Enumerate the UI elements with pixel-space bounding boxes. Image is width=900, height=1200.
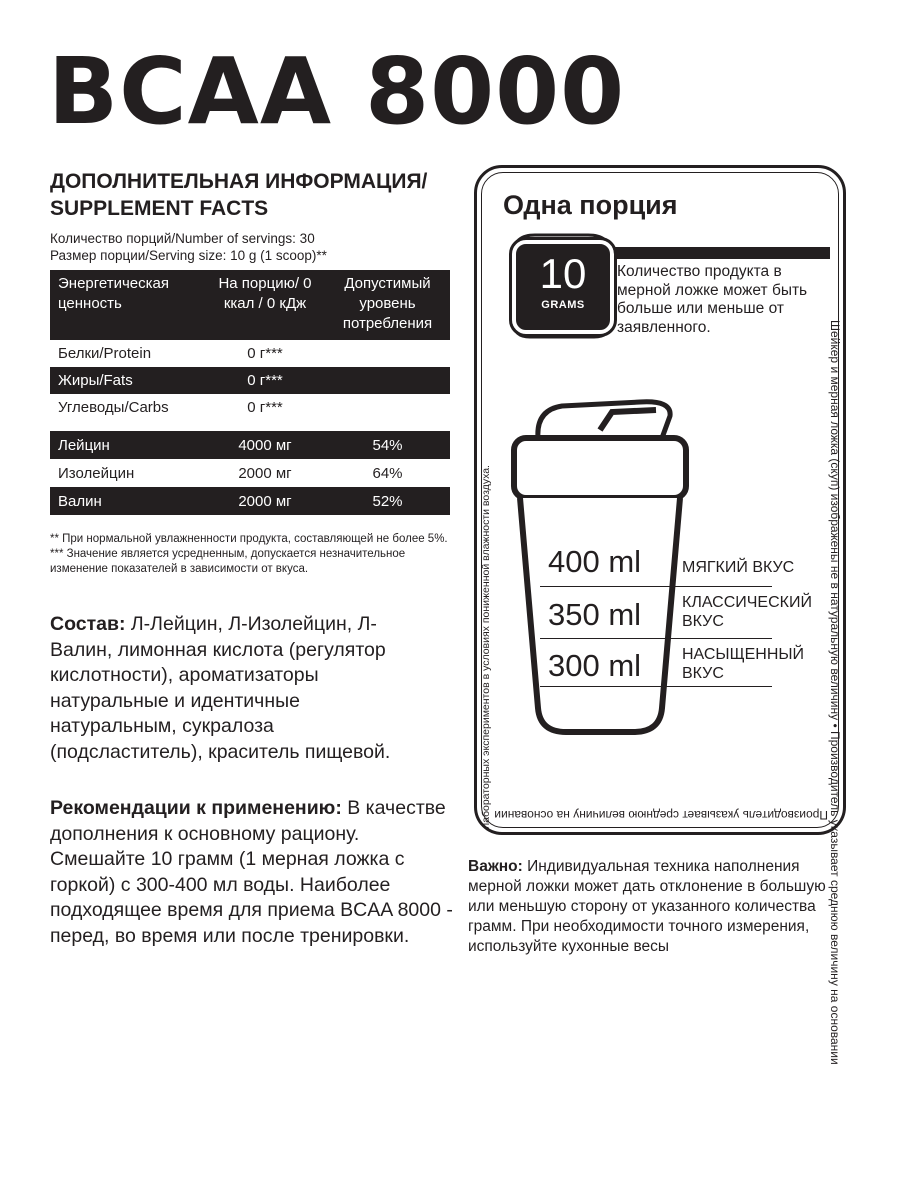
amino-amount: 2000 мг <box>205 487 325 515</box>
recommendations-paragraph <box>50 796 460 949</box>
side-text-right: Шейкер и мерная ложка (скуп) изображены не в натуральную величину • Производитель указывает среднюю величину на основании <box>828 320 842 1065</box>
table-row <box>50 431 450 459</box>
amino-dv: 64% <box>372 464 403 482</box>
nutrient-amount: 0 г*** <box>247 345 283 362</box>
amino-dv: 52% <box>325 487 450 515</box>
important-note <box>468 857 848 957</box>
flavor-classic: КЛАССИЧЕСКИЙ ВКУС <box>682 594 812 630</box>
volume-300: 300 ml <box>548 648 642 683</box>
nutrient-amount: 0 г*** <box>205 367 325 394</box>
side-text-bottom: Производитель указывает среднюю величину на основании <box>494 808 828 822</box>
flavor-mild: МЯГКИЙ ВКУС <box>682 559 795 576</box>
flavor-rich: НАСЫЩЕННЫЙ ВКУС <box>682 646 805 682</box>
header-per-serving: На порцию/ 0 ккал / 0 кДж <box>205 270 325 340</box>
composition-label: Состав: <box>50 613 126 635</box>
amino-name: Лейцин <box>50 431 205 459</box>
volume-line-350 <box>540 638 772 639</box>
recommendations-text: В качестве дополнения к основному рациону. Смешайте 10 грамм (1 мерная ложка с горкой) с 300-400 мл воды. Наиболее подходящее время для приема BCAA 8000 - перед, во время или после тренировки. <box>50 797 453 947</box>
important-text: Индивидуальная техника наполнения мерной ложки может дать отклонение в большую или меньшую сторону от указанного количества грамм. При необходимости точного измерения, используйте кухонные весы <box>468 858 826 955</box>
important-label: Важно: <box>468 858 523 875</box>
composition-paragraph <box>50 612 410 765</box>
servings-info <box>50 230 327 264</box>
side-text-left: лабораторных экспериментов в условиях пониженной влажности воздуха. <box>480 465 492 829</box>
header-energy: Энергетическая ценность <box>50 270 205 340</box>
portion-title: Одна порция <box>503 190 678 220</box>
volume-line-400 <box>540 586 772 587</box>
header-daily-value: Допустимый уровень потребления <box>325 270 450 340</box>
nutrient-dv <box>325 367 450 394</box>
product-title: BCAA 8000 <box>48 38 626 145</box>
composition-text: Л-Лейцин, Л-Изолейцин, Л-Валин, лимонная кислота (регулятор кислотности), ароматизаторы натуральные и идентичные натуральным, сукралоза (подсластитель), краситель пищевой. <box>50 613 391 763</box>
volume-line-300 <box>540 686 772 687</box>
scoop-amount: 10 <box>539 250 587 297</box>
heading-line-en: SUPPLEMENT FACTS <box>50 197 269 220</box>
table-spacer <box>50 421 450 431</box>
footnotes <box>50 532 450 577</box>
recommendations-label: Рекомендации к применению: <box>50 797 342 819</box>
serving-size: Размер порции/Serving size: 10 g (1 scoop)** <box>50 248 327 263</box>
amino-name: Изолейцин <box>58 464 135 482</box>
nutrient-name: Белки/Protein <box>58 345 152 362</box>
scoop-unit: GRAMS <box>541 299 585 311</box>
amino-name: Валин <box>50 487 205 515</box>
amino-amount: 2000 мг <box>238 464 292 482</box>
nutrient-dv <box>325 340 450 367</box>
amino-amount: 4000 мг <box>205 431 325 459</box>
amino-dv: 54% <box>325 431 450 459</box>
nutrition-table <box>50 270 450 515</box>
table-header-row <box>50 270 450 340</box>
table-row <box>50 367 450 394</box>
nutrient-amount: 0 г*** <box>247 399 283 416</box>
servings-count: Количество порций/Number of servings: 30 <box>50 231 315 246</box>
footnote-humidity: ** При нормальной увлажненности продукта, составляющей не более 5%. <box>50 533 448 545</box>
scoop-note: Количество продукта в мерной ложке может быть больше или меньше от заявленного. <box>617 263 808 336</box>
supplement-facts-heading <box>50 168 427 222</box>
volume-350: 350 ml <box>548 597 642 632</box>
table-row <box>50 340 450 367</box>
nutrient-name: Углеводы/Carbs <box>58 399 169 416</box>
footnote-average: *** Значение является усредненным, допускается незначительное изменение показателей в зависимости от вкуса. <box>50 548 406 575</box>
table-row <box>50 459 450 487</box>
nutrient-dv <box>325 394 450 421</box>
heading-line-ru: ДОПОЛНИТЕЛЬНАЯ ИНФОРМАЦИЯ/ <box>50 170 428 193</box>
volume-400: 400 ml <box>548 544 642 579</box>
nutrient-name: Жиры/Fats <box>50 367 205 394</box>
table-row <box>50 394 450 421</box>
table-row <box>50 487 450 515</box>
